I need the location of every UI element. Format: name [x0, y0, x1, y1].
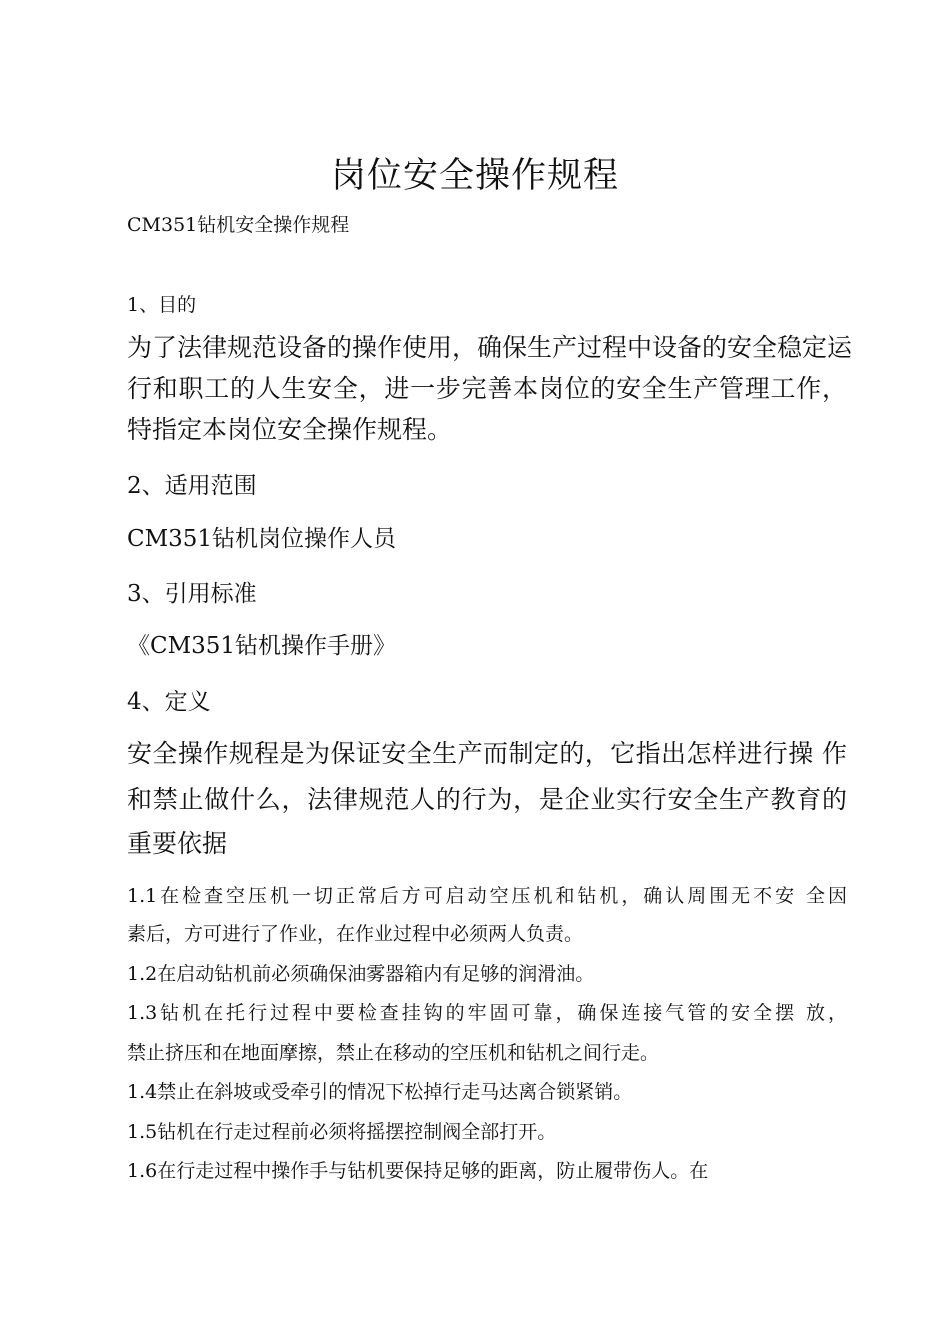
rule-line-1: 1.1在检查空压机一切正常后方可启动空压机和钻机，确认周围无不安 全因 [127, 885, 847, 907]
purpose-line-1: 为了法律规范设备的操作使用，确保生产过程中设备的安全稳定运 [127, 333, 853, 362]
rule-line-4: 1.3钻机在托行过程中要检查挂钩的牢固可靠，确保连接气管的安全摆 放， [127, 1002, 847, 1024]
document-subtitle: CM351钻机安全操作规程 [127, 214, 350, 236]
purpose-line-2: 行和职工的人生安全，进一步完善本岗位的安全生产管理工作， [127, 374, 847, 403]
rule-line-6: 1.4禁止在斜坡或受牵引的情况下松掉行走马达离合锁紧销。 [127, 1081, 633, 1103]
rule-line-2: 素后，方可进行了作业，在作业过程中必须两人负责。 [127, 923, 584, 945]
rule-line-8: 1.6在行走过程中操作手与钻机要保持足够的距离，防止履带伤人。在 [127, 1160, 709, 1182]
section-heading-reference: 3、引用标准 [127, 581, 257, 607]
section-heading-scope: 2、适用范围 [127, 473, 257, 499]
rule-line-3: 1.2在启动钻机前必须确保油雾器箱内有足够的润滑油。 [127, 963, 595, 985]
section-heading-definition: 4、定义 [127, 689, 211, 715]
definition-line-2: 和禁止做什么，法律规范人的行为，是企业实行安全生产教育的 [127, 785, 847, 814]
purpose-line-3: 特指定本岗位安全操作规程。 [127, 415, 453, 444]
section-heading-purpose: 1、目的 [127, 294, 197, 316]
definition-line-1: 安全操作规程是为保证安全生产而制定的，它指出怎样进行操 作 [127, 739, 847, 768]
scope-body: CM351钻机岗位操作人员 [127, 526, 397, 552]
document-title: 岗位安全操作规程 [330, 156, 619, 196]
rule-line-7: 1.5钻机在行走过程前必须将摇摆控制阀全部打开。 [127, 1121, 557, 1143]
reference-body: 《CM351钻机操作手册》 [127, 633, 397, 659]
definition-line-3: 重要依据 [127, 829, 228, 858]
rule-line-5: 禁止挤压和在地面摩擦，禁止在移动的空压机和钻机之间行走。 [127, 1042, 660, 1064]
